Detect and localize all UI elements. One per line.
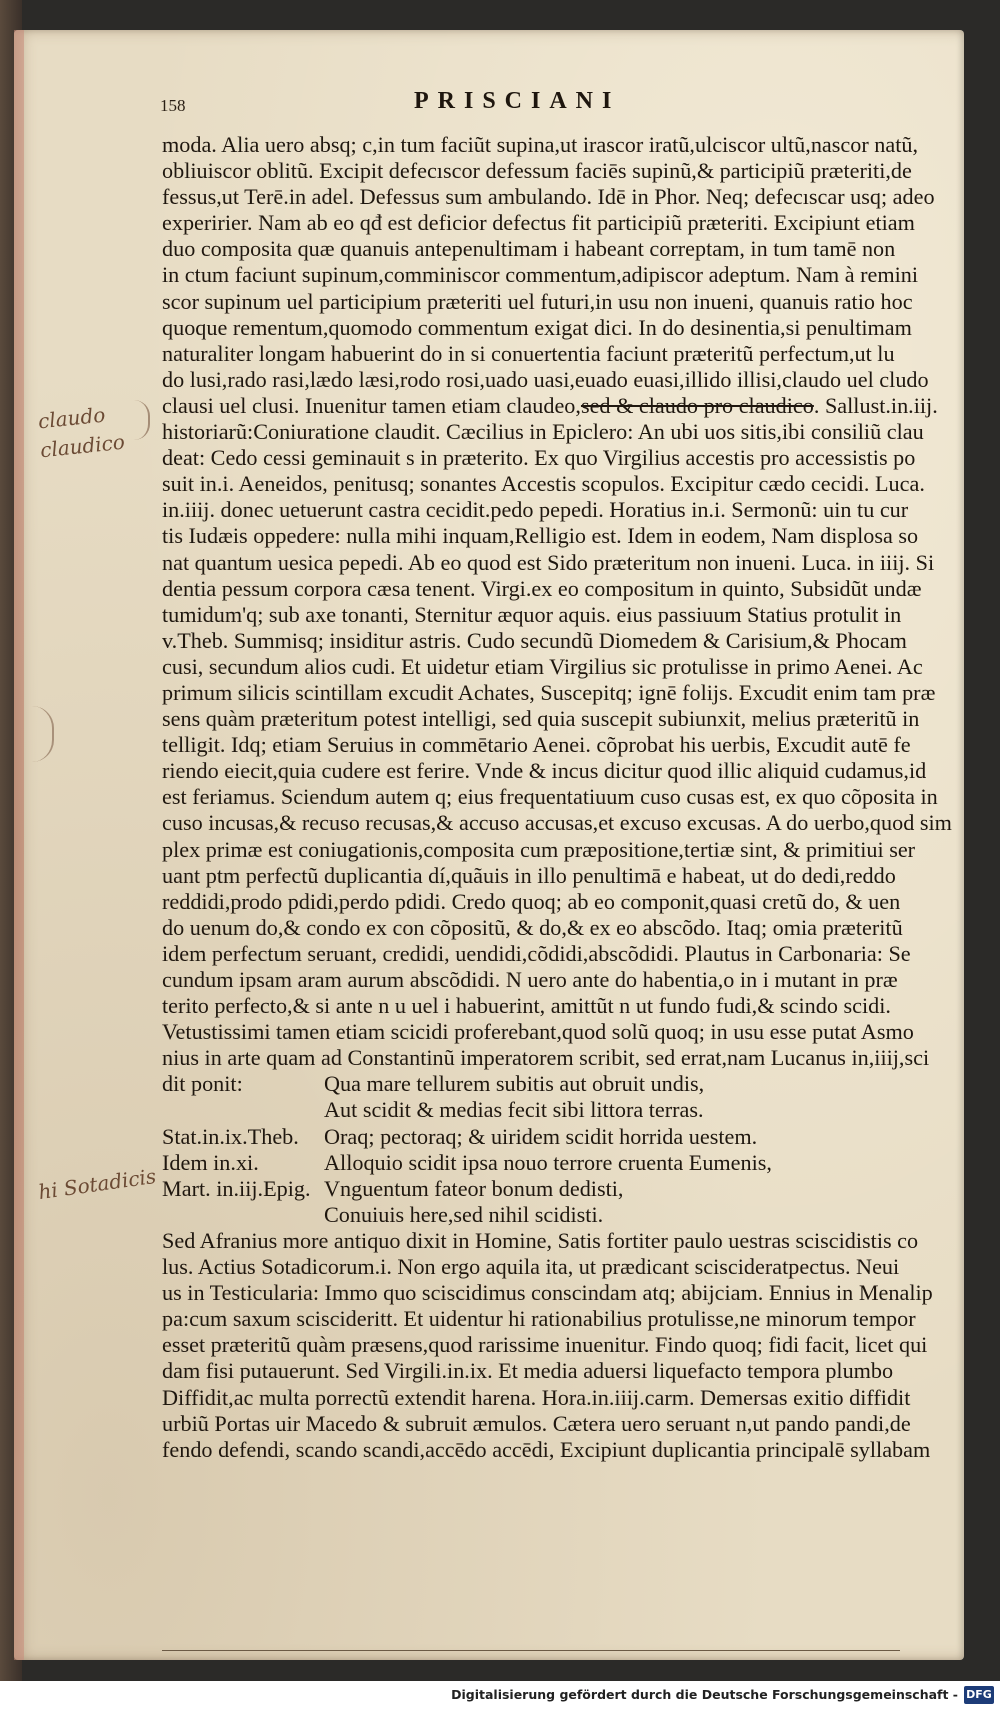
text-line: dentia pessum corpora cæsa tenent. Virgi.ex eo compositum in quinto, Subsidũt undæ [162,575,922,601]
verse-line [162,1176,900,1202]
text-line [162,392,938,419]
verse-text: Conuiuis here,sed nihil scidisti. [324,1201,604,1227]
text-line: est feriamus. Sciendum autem q; eius frequentatiuum cuso cusas est, ex quo cõposita in [162,784,938,810]
verse-source: Stat.in.ix.Theb. [162,1123,299,1149]
text-line-start: clausi uel clusi. Inuenitur tamen etiam claudeo, [162,392,581,418]
text-line: cundum ipsam aram aurum abscõdidi. N uero ante do habentia,o in i mutant in præ [162,967,898,992]
verse-quotations [162,1071,900,1228]
marginal-note: claudo [36,402,107,434]
marginal-bracket [134,400,150,440]
text-line: fendo defendi, scando scandi,accēdo accēdi, Excipiunt duplicantia principalē syllabam [162,1436,931,1462]
text-line: us in Testicularia: Immo quo sciscidimus conscindam atq; abijciam. Ennius in Menalip [162,1280,933,1306]
verse-source: Idem in.xi. [162,1149,259,1175]
text-line: naturaliter longam habuerint do in si conuertentia faciunt præteritũ perfectum,ut lu [162,340,895,366]
text-line: riendo eiecit,quia cudere est ferire. Vnde & incus dicitur quod illic aliquid cudamus,id [162,758,927,784]
text-line: moda. Alia uero absq; c,in tum faciũt supina,ut irascor iratũ,ulciscor ultũ,nascor natũ, [162,132,919,157]
text-line: Diffidit,ac multa porrectũ extendit harena. Hora.in.iiij.carm. Demersas exitio diffidit [162,1384,911,1410]
verse-line [162,1202,900,1228]
text-line: quoque rementum,quomodo commentum exigat dici. In do desinentia,si penultimam [162,314,912,340]
verse-line [162,1071,900,1097]
text-line: tumidum'q; sub axe tonanti, Sternitur æquor aquis. eius passiuum Statius protulit in [162,601,902,627]
text-line: pa:cum saxum sciscideritt. Et uidentur hi rationabilius protulisse,ne minorum tempor [162,1306,916,1332]
verse-text: Vnguentum fateor bonum dedisti, [324,1175,624,1201]
text-line: primum silicis scintillam excudit Achates, Suscepitq; ignē folijs. Excudit enim tam præ [162,679,936,705]
book-page [14,30,964,1660]
text-line: in ctum faciunt supinum,comminiscor commentum,adipiscor adeptum. Nam à remini [162,262,919,288]
marginal-bracket [32,706,54,762]
text-line: do lusi,rado rasi,lædo læsi,rodo rosi,uado uasi,euado euasi,illido illisi,claudo uel cludo [162,366,929,392]
text-line: uant ptm perfectũ duplicantia dí,quãuis in illo penultimā e habeat, ut do dedi,reddo [162,862,896,888]
main-text-block [162,132,952,1463]
text-line: esset præteritũ quàm præsens,quod rarissime inuenitur. Findo quoq; fidi facit, licet qui [162,1332,928,1358]
text-line: Sed Afranius more antiquo dixit in Homine, Satis fortiter paulo uestras sciscidistis co [162,1227,919,1253]
verse-line [162,1150,900,1176]
verse-source [162,1097,324,1123]
text-line: deat: Cedo cessi geminauit s in præterito. Ex quo Virgilius accestis pro accessistis po [162,445,916,471]
folio-number: 158 [160,96,186,115]
text-line: idem perfectum seruant, credidi, uendidi,cõdidi,abscõdidi. Plautus in Carbonaria: Se [162,940,911,966]
text-line: in.iiij. donec uetuerunt castra cecidit.pedo pepedi. Horatius in.i. Sermonũ: uin tu cur [162,497,909,523]
text-line: duo composita quæ quanuis antepenultimam i habeant correptam, in tum tamē non [162,236,896,262]
page-edge [14,30,24,1660]
text-line: nat quantum uesica pepedi. Ab eo quod est Sido præteritum non inueni. Luca. in iiij. Si [162,549,935,575]
text-line: reddidi,prodo pdidi,perdo pdidi. Credo quoq; ab eo componit,quasi cretũ do, & uen [162,888,901,914]
struck-through-text: sed & claudo pro claudico [580,392,814,418]
text-line: sens quàm præteritum potest intelligi, sed quia suscepit subiunxit, melius præteritũ in [162,706,920,732]
page-header [14,82,964,122]
text-line: cusi, secundum alios cudi. Et uidetur etiam Virgilius sic protulisse in primo Aenei. Ac [162,653,923,679]
text-line-end: . Sallust.in.iij. [813,392,938,418]
verse-source: dit ponit: [162,1071,243,1097]
digitization-footer [0,1681,1000,1709]
text-line: do uenum do,& condo ex con cõpositũ, & do,& ex eo abscõdo. Itaq; omia præteritũ [162,914,903,940]
verse-text: Qua mare tellurem subitis aut obruit undis, [324,1071,705,1097]
text-line: urbiũ Portas uir Macedo & subruit æmulos. Cætera uero seruant n,ut pando pandi,de [162,1410,911,1436]
verse-line [162,1124,900,1150]
body-text [162,132,952,1071]
text-line: v.Theb. Summisq; insiditur astris. Cudo secundũ Diomedem & Carisium,& Phocam [162,627,907,653]
verse-source [162,1202,324,1228]
bottom-rule [162,1650,900,1651]
text-line: plex primæ est coniugationis,composita cum præpositione,tertiæ sint, & primitiui ser [162,836,916,862]
text-line: obliuiscor oblitũ. Excipit defecıscor defessum faciēs supinũ,& participiũ præteriti,de [162,158,912,184]
closing-text [162,1227,933,1463]
text-line: telligit. Idq; etiam Seruius in commētario Aenei. cõprobat his uerbis, Excudit autē fe [162,732,911,758]
text-line: scor supinum uel participium præteriti uel futuri,in usu non inueni, quanuis ratio hoc [162,288,913,314]
text-line: cuso incusas,& recuso recusas,& accuso accusas,et excuso excusas. A do uerbo,quod sim [162,810,952,836]
text-line: terito perfecto,& si ante n u uel i habuerint, amittũt n ut fundo fudi,& scindo scidi. [162,993,891,1019]
footer-credit: Digitalisierung gefördert durch die Deutsche Forschungsgemeinschaft - [451,1687,958,1702]
verse-text: Oraq; pectoraq; & uiridem scidit horrida uestem. [324,1123,758,1149]
verse-line [162,1097,900,1123]
text-line: fessus,ut Terē.in adel. Defessus sum ambulando. Idē in Phor. Neq; defecıscar usq; adeo [162,184,935,210]
verse-text: Aut scidit & medias fecit sibi littora terras. [324,1097,704,1123]
verse-source: Mart. in.iij.Epig. [162,1175,311,1201]
text-line: historiarũ:Coniuratione claudit. Cæcilius in Epiclero: An ubi uos sitis,ibi consiliũ clau [162,419,924,445]
running-head: PRISCIANI [414,88,621,114]
text-line: dam fisi putauerunt. Sed Virgili.in.ix. Et media aduersi liquefacto tempora plumbo [162,1358,894,1384]
text-line: tis Iudæis oppedere: nulla mihi inquam,Relligio est. Idem in eodem, Nam displosa so [162,523,919,549]
text-line: nius in arte quam ad Constantinũ imperatorem scribit, sed errat,nam Lucanus in,iiij,sci [162,1045,930,1071]
dfg-logo-icon: DFG [964,1686,994,1704]
marginal-note: claudico [38,429,126,463]
text-line: Vetustissimi tamen etiam scicidi proferebant,quod solũ quoq; in usu esse putat Asmo [162,1019,914,1045]
text-line: suit in.i. Aeneidos, penitusq; sonantes Accestis scopulos. Excipitur cædo cecidi. Luca. [162,471,925,497]
text-line: lus. Actius Sotadicorum.i. Non ergo aquila ita, ut prædicant sciscideratpectus. Neui [162,1254,900,1280]
text-line: experirier. Nam ab eo qđ est deficior defectus fit participiũ præteriti. Excipiunt etiam [162,210,915,236]
verse-text: Alloquio scidit ipsa nouo terrore cruenta Eumenis, [324,1149,772,1175]
marginal-note: hi Sotadicis [36,1163,158,1205]
